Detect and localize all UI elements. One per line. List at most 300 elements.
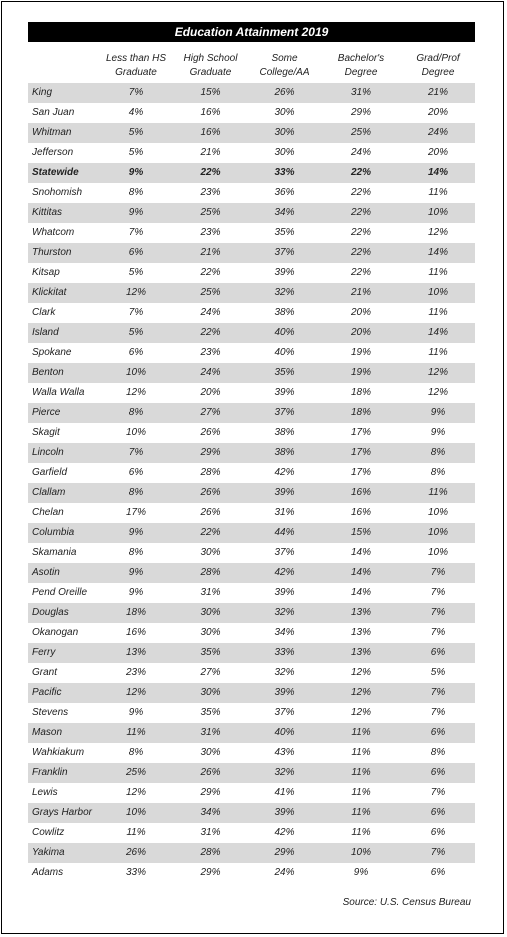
value-cell: 7% (430, 707, 446, 718)
table-row (28, 83, 475, 103)
county-name-cell: Ferry (32, 647, 56, 658)
table-row (28, 263, 475, 283)
county-name-cell: Statewide (32, 167, 79, 178)
value-cell: 26% (274, 87, 295, 98)
value-cell: 19% (350, 367, 371, 378)
value-cell: 8% (128, 487, 144, 498)
value-cell: 10% (427, 287, 448, 298)
value-cell: 29% (350, 107, 371, 118)
value-cell: 20% (200, 387, 221, 398)
value-cell: 21% (200, 147, 221, 158)
value-cell: 18% (350, 387, 371, 398)
table-row (28, 603, 475, 623)
value-cell: 33% (125, 867, 146, 878)
table-row (28, 823, 475, 843)
value-cell: 9% (128, 707, 144, 718)
value-cell: 11% (351, 827, 371, 838)
table-row (28, 583, 475, 603)
value-cell: 10% (427, 207, 448, 218)
value-cell: 21% (427, 87, 448, 98)
column-header (248, 49, 321, 83)
value-cell: 37% (274, 247, 295, 258)
county-name-cell: Skagit (32, 427, 60, 438)
value-cell: 38% (274, 427, 295, 438)
value-cell: 44% (274, 527, 295, 538)
column-header-line: College/AA (259, 67, 310, 78)
value-cell: 6% (430, 767, 446, 778)
table-row (28, 103, 475, 123)
county-name-cell: Pend Oreille (32, 587, 88, 598)
value-cell: 34% (274, 627, 295, 638)
column-header-line: High School (183, 53, 238, 64)
value-cell: 7% (128, 87, 144, 98)
value-cell: 42% (274, 567, 295, 578)
value-cell: 25% (200, 287, 221, 298)
value-cell: 23% (200, 227, 221, 238)
value-cell: 12% (427, 387, 448, 398)
value-cell: 11% (428, 307, 448, 318)
value-cell: 12% (125, 387, 146, 398)
county-name-cell: Adams (32, 867, 64, 878)
county-name-cell: Clark (32, 307, 56, 318)
value-cell: 11% (351, 727, 371, 738)
value-cell: 42% (274, 467, 295, 478)
value-cell: 38% (274, 447, 295, 458)
value-cell: 7% (128, 307, 144, 318)
county-name-cell: Lincoln (32, 447, 64, 458)
value-cell: 14% (427, 327, 448, 338)
value-cell: 30% (200, 627, 221, 638)
value-cell: 26% (200, 767, 221, 778)
value-cell: 12% (125, 787, 146, 798)
value-cell: 19% (350, 347, 371, 358)
value-cell: 11% (351, 807, 371, 818)
table-row (28, 363, 475, 383)
value-cell: 6% (128, 467, 144, 478)
value-cell: 23% (125, 667, 146, 678)
value-cell: 7% (430, 787, 446, 798)
value-cell: 20% (350, 307, 371, 318)
value-cell: 29% (200, 787, 221, 798)
value-cell: 16% (350, 487, 371, 498)
value-cell: 22% (350, 187, 371, 198)
value-cell: 11% (428, 187, 448, 198)
column-header-line: Degree (344, 67, 378, 78)
value-cell: 7% (430, 607, 446, 618)
column-header (321, 49, 401, 83)
value-cell: 17% (125, 507, 146, 518)
value-cell: 26% (200, 487, 221, 498)
value-cell: 41% (274, 787, 295, 798)
source-note: Source: U.S. Census Bureau (342, 897, 471, 908)
county-name-cell: Asotin (32, 567, 60, 578)
value-cell: 23% (200, 347, 221, 358)
value-cell: 30% (274, 127, 295, 138)
value-cell: 38% (274, 307, 295, 318)
value-cell: 8% (128, 747, 144, 758)
value-cell: 9% (353, 867, 369, 878)
value-cell: 31% (350, 87, 371, 98)
table-row (28, 423, 475, 443)
column-header (99, 49, 173, 83)
table-row (28, 343, 475, 363)
value-cell: 37% (274, 547, 295, 558)
value-cell: 9% (430, 427, 446, 438)
value-cell: 26% (125, 847, 146, 858)
table-row (28, 723, 475, 743)
table-body (28, 83, 475, 883)
value-cell: 8% (128, 547, 144, 558)
value-cell: 11% (428, 487, 448, 498)
value-cell: 7% (128, 447, 144, 458)
county-name-cell: Pacific (32, 687, 62, 698)
value-cell: 24% (200, 307, 221, 318)
value-cell: 20% (350, 327, 371, 338)
county-name-cell: Chelan (32, 507, 64, 518)
value-cell: 30% (274, 107, 295, 118)
value-cell: 9% (128, 167, 144, 178)
value-cell: 13% (350, 607, 371, 618)
value-cell: 16% (200, 107, 221, 118)
county-name-cell: Kitsap (32, 267, 60, 278)
value-cell: 29% (274, 847, 295, 858)
table-row (28, 563, 475, 583)
value-cell: 10% (427, 527, 448, 538)
county-name-cell: Stevens (32, 707, 69, 718)
column-header-line: Grad/Prof (416, 53, 460, 64)
table-row (28, 283, 475, 303)
column-header-line: Some (271, 53, 298, 64)
value-cell: 14% (350, 567, 371, 578)
value-cell: 14% (427, 167, 448, 178)
value-cell: 11% (126, 827, 146, 838)
column-header-line: Graduate (115, 67, 157, 78)
county-name-cell: Walla Walla (32, 387, 85, 398)
value-cell: 12% (350, 667, 371, 678)
county-name-cell: Garfield (32, 467, 68, 478)
table-row (28, 243, 475, 263)
table-row (28, 683, 475, 703)
value-cell: 11% (351, 767, 371, 778)
value-cell: 10% (427, 507, 448, 518)
value-cell: 7% (430, 627, 446, 638)
value-cell: 6% (430, 647, 446, 658)
value-cell: 39% (274, 387, 295, 398)
value-cell: 31% (200, 727, 221, 738)
value-cell: 32% (274, 767, 295, 778)
value-cell: 6% (430, 827, 446, 838)
value-cell: 39% (274, 687, 295, 698)
value-cell: 10% (125, 807, 146, 818)
value-cell: 6% (430, 867, 446, 878)
value-cell: 8% (128, 187, 144, 198)
column-header-line: Bachelor's (337, 53, 385, 64)
value-cell: 12% (427, 367, 448, 378)
value-cell: 13% (350, 647, 371, 658)
value-cell: 32% (274, 287, 295, 298)
value-cell: 40% (274, 347, 295, 358)
value-cell: 30% (200, 687, 221, 698)
table-row (28, 643, 475, 663)
value-cell: 8% (430, 747, 446, 758)
value-cell: 12% (350, 687, 371, 698)
table-row (28, 183, 475, 203)
value-cell: 16% (200, 127, 221, 138)
table-row (28, 323, 475, 343)
table-row (28, 763, 475, 783)
value-cell: 5% (128, 127, 144, 138)
value-cell: 7% (430, 687, 446, 698)
value-cell: 31% (200, 587, 221, 598)
county-name-cell: Cowlitz (32, 827, 65, 838)
county-name-cell: Douglas (32, 607, 69, 618)
county-name-cell: Skamania (32, 547, 77, 558)
value-cell: 25% (200, 207, 221, 218)
value-cell: 26% (200, 507, 221, 518)
value-cell: 11% (126, 727, 146, 738)
value-cell: 7% (430, 587, 446, 598)
value-cell: 22% (350, 207, 371, 218)
value-cell: 30% (274, 147, 295, 158)
value-cell: 10% (125, 367, 146, 378)
value-cell: 5% (430, 667, 446, 678)
value-cell: 23% (200, 187, 221, 198)
value-cell: 7% (430, 567, 446, 578)
value-cell: 35% (274, 367, 295, 378)
value-cell: 24% (427, 127, 448, 138)
value-cell: 32% (274, 667, 295, 678)
value-cell: 10% (125, 427, 146, 438)
table-row (28, 663, 475, 683)
value-cell: 14% (350, 547, 371, 558)
value-cell: 12% (125, 687, 146, 698)
table-row (28, 743, 475, 763)
county-name-cell: Okanogan (32, 627, 79, 638)
value-cell: 24% (350, 147, 371, 158)
value-cell: 10% (427, 547, 448, 558)
county-name-cell: Grant (32, 667, 58, 678)
table-row (28, 143, 475, 163)
value-cell: 16% (350, 507, 371, 518)
value-cell: 4% (128, 107, 144, 118)
value-cell: 28% (200, 467, 221, 478)
table-row (28, 783, 475, 803)
value-cell: 11% (428, 267, 448, 278)
value-cell: 27% (200, 667, 221, 678)
value-cell: 8% (430, 447, 446, 458)
value-cell: 11% (428, 347, 448, 358)
value-cell: 21% (200, 247, 221, 258)
header-row (28, 49, 475, 83)
value-cell: 6% (128, 247, 144, 258)
value-cell: 22% (200, 267, 221, 278)
value-cell: 25% (350, 127, 371, 138)
value-cell: 13% (125, 647, 146, 658)
value-cell: 37% (274, 407, 295, 418)
county-name-cell: Yakima (32, 847, 65, 858)
table-row (28, 303, 475, 323)
value-cell: 17% (350, 427, 371, 438)
county-name-cell: Whitman (32, 127, 72, 138)
value-cell: 30% (200, 547, 221, 558)
value-cell: 29% (200, 867, 221, 878)
value-cell: 22% (200, 167, 221, 178)
county-name-cell: Thurston (32, 247, 72, 258)
value-cell: 28% (200, 847, 221, 858)
value-cell: 43% (274, 747, 295, 758)
value-cell: 6% (430, 807, 446, 818)
value-cell: 40% (274, 727, 295, 738)
county-name-cell: Kittitas (32, 207, 63, 218)
value-cell: 42% (274, 827, 295, 838)
value-cell: 35% (274, 227, 295, 238)
value-cell: 17% (350, 447, 371, 458)
county-name-cell: Lewis (32, 787, 58, 798)
county-name-cell: Whatcom (32, 227, 75, 238)
column-header-county (28, 49, 99, 83)
value-cell: 39% (274, 587, 295, 598)
table-row (28, 223, 475, 243)
value-cell: 11% (351, 747, 371, 758)
value-cell: 37% (274, 707, 295, 718)
county-name-cell: San Juan (32, 107, 75, 118)
value-cell: 27% (200, 407, 221, 418)
table-row (28, 203, 475, 223)
column-header-line: Graduate (189, 67, 232, 78)
value-cell: 12% (427, 227, 448, 238)
table-row (28, 123, 475, 143)
value-cell: 12% (125, 287, 146, 298)
value-cell: 7% (128, 227, 144, 238)
value-cell: 9% (128, 527, 144, 538)
table-row (28, 403, 475, 423)
county-name-cell: Klickitat (32, 287, 67, 298)
column-header-line: Degree (421, 67, 455, 78)
value-cell: 9% (128, 587, 144, 598)
value-cell: 9% (128, 567, 144, 578)
value-cell: 10% (350, 847, 371, 858)
table-row (28, 543, 475, 563)
value-cell: 33% (274, 167, 295, 178)
table-row (28, 803, 475, 823)
table-row (28, 463, 475, 483)
value-cell: 14% (427, 247, 448, 258)
county-name-cell: Spokane (32, 347, 72, 358)
value-cell: 13% (350, 627, 371, 638)
column-header (173, 49, 248, 83)
value-cell: 15% (350, 527, 371, 538)
education-attainment-table (28, 49, 475, 883)
value-cell: 31% (200, 827, 221, 838)
column-header (401, 49, 475, 83)
county-name-cell: Jefferson (32, 147, 74, 158)
county-name-cell: Island (32, 327, 59, 338)
value-cell: 33% (274, 647, 295, 658)
value-cell: 9% (430, 407, 446, 418)
column-header-line: Less than HS (105, 53, 167, 64)
value-cell: 22% (350, 267, 371, 278)
county-name-cell: Mason (32, 727, 63, 738)
table-header (28, 49, 475, 83)
value-cell: 34% (200, 807, 221, 818)
value-cell: 6% (430, 727, 446, 738)
value-cell: 5% (128, 267, 144, 278)
value-cell: 20% (427, 147, 448, 158)
table-row (28, 503, 475, 523)
county-name-cell: Franklin (32, 767, 68, 778)
value-cell: 26% (200, 427, 221, 438)
table-row (28, 863, 475, 883)
value-cell: 35% (200, 707, 221, 718)
county-name-cell: Pierce (32, 407, 61, 418)
value-cell: 35% (200, 647, 221, 658)
table-row (28, 483, 475, 503)
value-cell: 36% (274, 187, 295, 198)
value-cell: 11% (351, 787, 371, 798)
table-row (28, 843, 475, 863)
table-row (28, 443, 475, 463)
value-cell: 16% (125, 627, 146, 638)
value-cell: 8% (430, 467, 446, 478)
table-row (28, 523, 475, 543)
table-row-statewide (28, 163, 475, 183)
value-cell: 18% (125, 607, 146, 618)
value-cell: 24% (274, 867, 295, 878)
value-cell: 39% (274, 267, 295, 278)
table-row (28, 383, 475, 403)
value-cell: 34% (274, 207, 295, 218)
table-row (28, 703, 475, 723)
value-cell: 5% (128, 327, 144, 338)
value-cell: 22% (350, 167, 371, 178)
value-cell: 12% (350, 707, 371, 718)
value-cell: 20% (427, 107, 448, 118)
value-cell: 15% (200, 87, 221, 98)
value-cell: 5% (128, 147, 144, 158)
value-cell: 31% (274, 507, 295, 518)
value-cell: 22% (200, 527, 221, 538)
value-cell: 29% (200, 447, 221, 458)
value-cell: 9% (128, 207, 144, 218)
county-name-cell: King (32, 87, 53, 98)
value-cell: 22% (350, 247, 371, 258)
value-cell: 24% (200, 367, 221, 378)
value-cell: 17% (350, 467, 371, 478)
value-cell: 21% (350, 287, 371, 298)
value-cell: 40% (274, 327, 295, 338)
value-cell: 39% (274, 487, 295, 498)
county-name-cell: Clallam (32, 487, 66, 498)
table-title: Education Attainment 2019 (28, 22, 475, 42)
table-row (28, 623, 475, 643)
value-cell: 18% (350, 407, 371, 418)
county-name-cell: Wahkiakum (32, 747, 85, 758)
county-name-cell: Benton (32, 367, 64, 378)
value-cell: 8% (128, 407, 144, 418)
value-cell: 7% (430, 847, 446, 858)
value-cell: 39% (274, 807, 295, 818)
value-cell: 22% (200, 327, 221, 338)
value-cell: 28% (200, 567, 221, 578)
county-name-cell: Snohomish (32, 187, 83, 198)
value-cell: 30% (200, 607, 221, 618)
value-cell: 32% (274, 607, 295, 618)
county-name-cell: Grays Harbor (32, 807, 93, 818)
value-cell: 14% (350, 587, 371, 598)
value-cell: 25% (125, 767, 146, 778)
county-name-cell: Columbia (32, 527, 75, 538)
value-cell: 22% (350, 227, 371, 238)
